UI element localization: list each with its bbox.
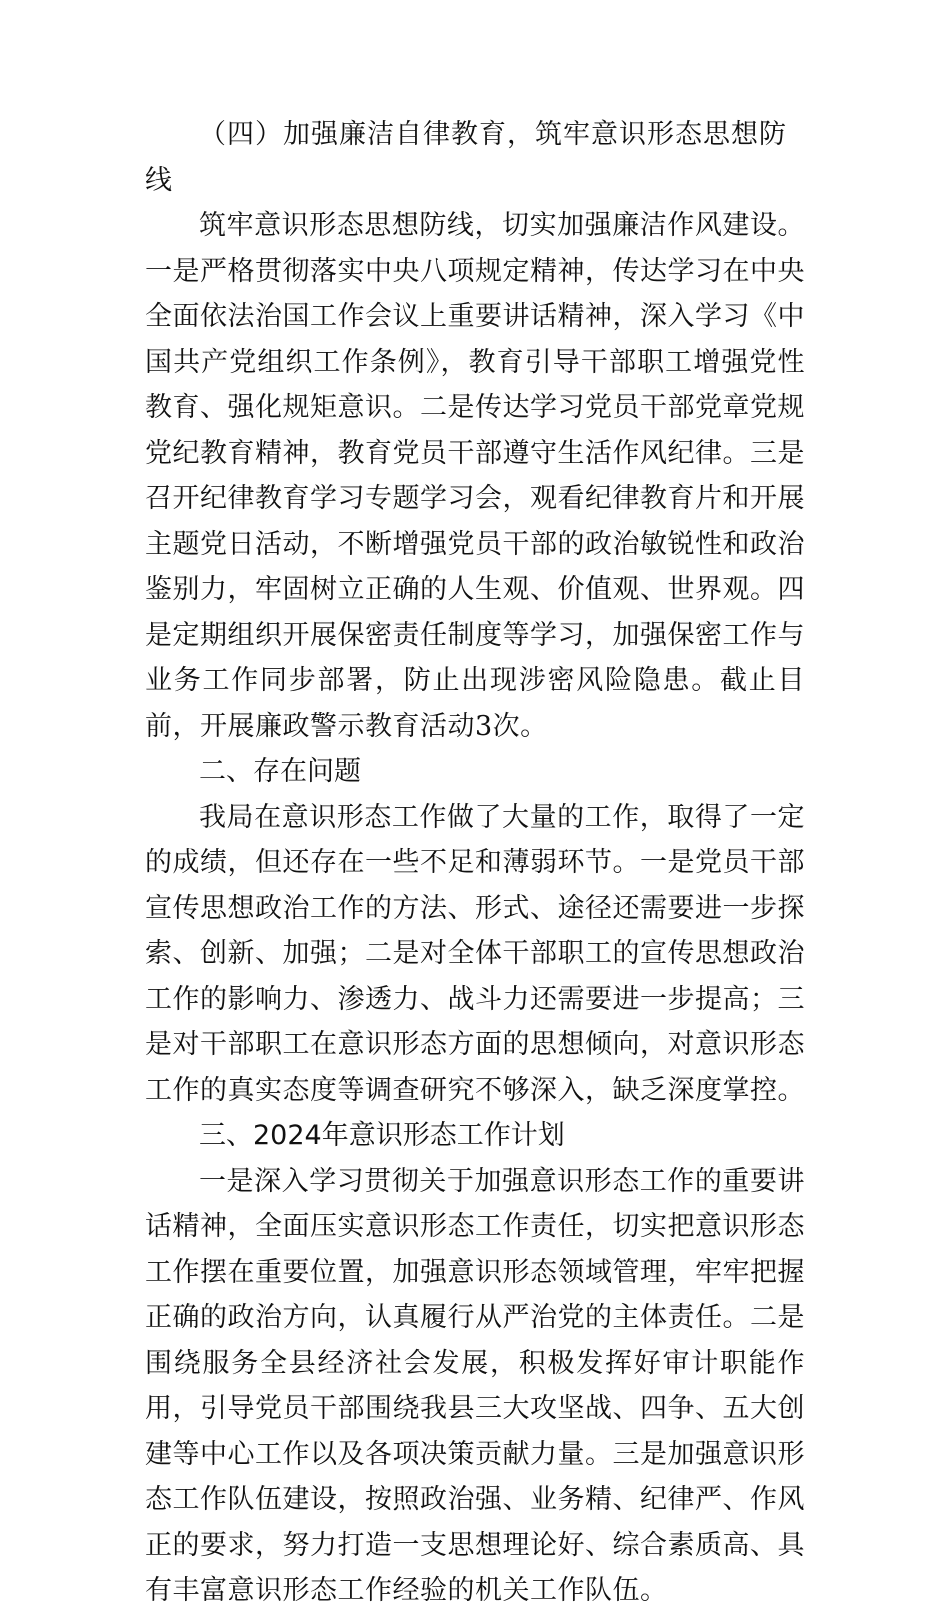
plan-paragraph: 一是深入学习贯彻关于加强意识形态工作的重要讲话精神，全面压实意识形态工作责任，切实把意识形态工作摆在重要位置，加强意识形态领域管理，牢牢把握正确的政治方向，认真履行从严治党的主体责任。二是围绕服务全县经济社会发展，积极发挥好审计职能作用，引导党员干部围绕我县三大攻坚战、四争、五大创建等中心工作以及各项决策贡献力量。三是加强意识形态工作队伍建设，按照政治强、业务精、纪律严、作风正的要求，努力打造一支思想理论好、综合素质高、具有丰富意识形态工作经验的机关工作队伍。 (145, 1165, 805, 1606)
plan-heading: 三、2024年意识形态工作计划 (199, 1120, 565, 1151)
section-four-heading: （四）加强廉洁自律教育，筑牢意识形态思想防线 (145, 119, 787, 196)
document-body (145, 112, 805, 1614)
problems-heading: 二、存在问题 (199, 756, 361, 787)
problems-paragraph: 我局在意识形态工作做了大量的工作，取得了一定的成绩，但还存在一些不足和薄弱环节。一是党员干部宣传思想政治工作的方法、形式、途径还需要进一步探索、创新、加强；二是对全体干部职工的宣传思想政治工作的影响力、渗透力、战斗力还需要进一步提高；三是对干部职工在意识形态方面的思想倾向，对意识形态工作的真实态度等调查研究不够深入，缺乏深度掌控。 (145, 801, 805, 1106)
section-four-paragraph: 筑牢意识形态思想防线，切实加强廉洁作风建设。一是严格贯彻落实中央八项规定精神，传达学习在中央全面依法治国工作会议上重要讲话精神，深入学习《中国共产党组织工作条例》，教育引导干部职工增强党性教育、强化规矩意识。二是传达学习党员干部党章党规党纪教育精神，教育党员干部遵守生活作风纪律。三是召开纪律教育学习专题学习会，观看纪律教育片和开展主题党日活动，不断增强党员干部的政治敏锐性和政治鉴别力，牢固树立正确的人生观、价值观、世界观。四是定期组织开展保密责任制度等学习，加强保密工作与业务工作同步部署，防止出现涉密风险隐患。截止目前，开展廉政警示教育活动3次。 (145, 210, 805, 742)
